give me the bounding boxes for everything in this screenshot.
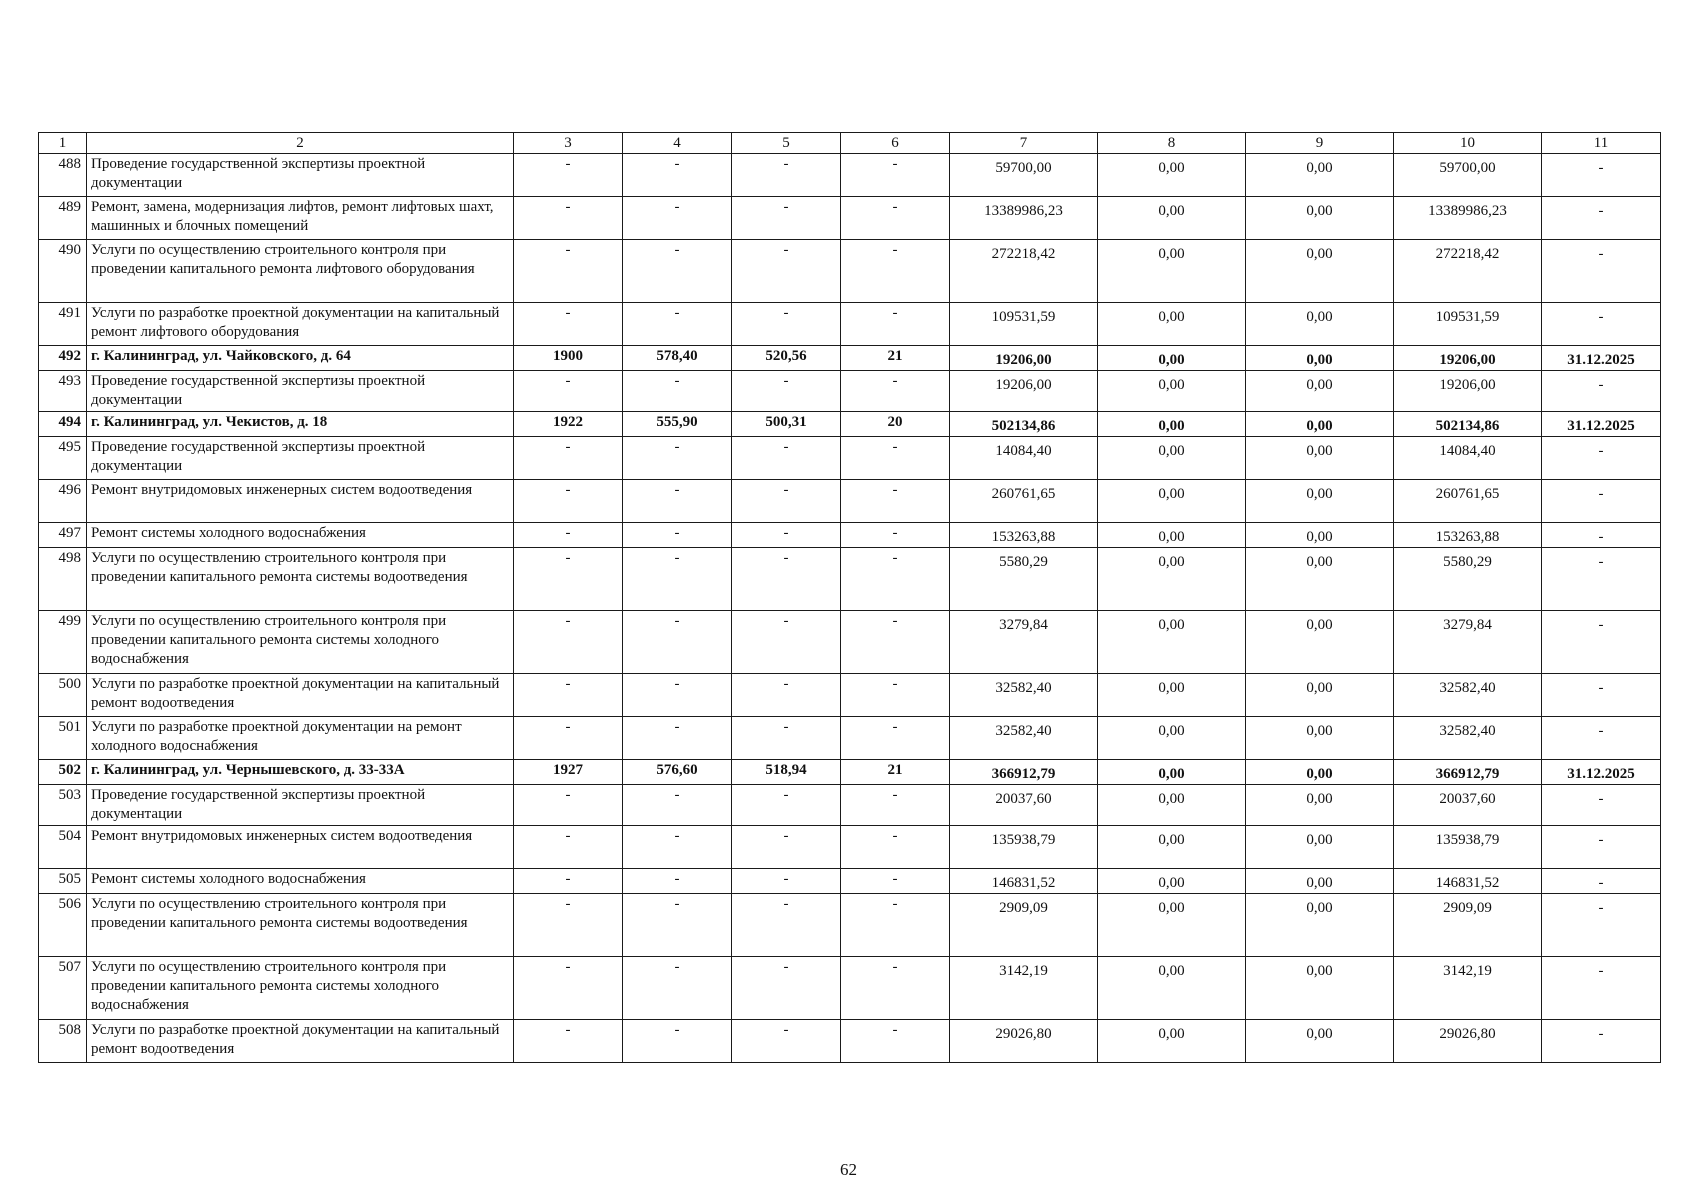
table-row — [39, 240, 1661, 303]
cell-col-4: 576,60 — [623, 760, 732, 785]
cell-col-5: - — [732, 1020, 841, 1063]
row-number: 505 — [39, 869, 87, 894]
work-description: Проведение государственной экспертизы проектной документации — [87, 785, 514, 826]
work-description: Ремонт системы холодного водоснабжения — [87, 523, 514, 548]
cell-col-9: 0,00 — [1246, 674, 1394, 717]
column-header: 6 — [841, 133, 950, 154]
row-number: 495 — [39, 437, 87, 480]
cell-col-10: 29026,80 — [1394, 1020, 1542, 1063]
work-description: Ремонт системы холодного водоснабжения — [87, 869, 514, 894]
row-number: 494 — [39, 412, 87, 437]
work-description: Ремонт, замена, модернизация лифтов, ремонт лифтовых шахт, машинных и блочных помещений — [87, 197, 514, 240]
row-number: 492 — [39, 346, 87, 371]
work-description: Услуги по разработке проектной документации на ремонт холодного водоснабжения — [87, 717, 514, 760]
cell-col-6: 20 — [841, 412, 950, 437]
cell-col-6: - — [841, 197, 950, 240]
cell-col-11: - — [1542, 611, 1661, 674]
cell-col-10: 2909,09 — [1394, 894, 1542, 957]
table-row — [39, 1020, 1661, 1063]
cell-col-3: - — [514, 480, 623, 523]
cell-col-9: 0,00 — [1246, 826, 1394, 869]
address-cell: г. Калининград, ул. Чайковского, д. 64 — [87, 346, 514, 371]
cell-col-3: - — [514, 611, 623, 674]
cell-col-7: 3279,84 — [950, 611, 1098, 674]
cell-col-6: - — [841, 826, 950, 869]
address-cell: г. Калининград, ул. Чекистов, д. 18 — [87, 412, 514, 437]
work-description: Услуги по разработке проектной документации на капитальный ремонт водоотведения — [87, 1020, 514, 1063]
cell-col-3: - — [514, 957, 623, 1020]
cell-col-11: - — [1542, 371, 1661, 412]
table-row — [39, 346, 1661, 371]
cell-col-6: - — [841, 894, 950, 957]
cell-col-6: - — [841, 869, 950, 894]
cell-col-5: - — [732, 154, 841, 197]
column-header: 7 — [950, 133, 1098, 154]
cell-col-10: 20037,60 — [1394, 785, 1542, 826]
cell-col-4: - — [623, 437, 732, 480]
cell-col-7: 29026,80 — [950, 1020, 1098, 1063]
cell-col-4: - — [623, 826, 732, 869]
table-row — [39, 826, 1661, 869]
table-row — [39, 197, 1661, 240]
cell-col-10: 32582,40 — [1394, 717, 1542, 760]
table-row — [39, 437, 1661, 480]
cell-col-6: 21 — [841, 760, 950, 785]
table-row — [39, 869, 1661, 894]
row-number: 489 — [39, 197, 87, 240]
cell-col-6: - — [841, 303, 950, 346]
table-row — [39, 760, 1661, 785]
column-header: 11 — [1542, 133, 1661, 154]
address-cell: г. Калининград, ул. Чернышевского, д. 33-33А — [87, 760, 514, 785]
row-number: 493 — [39, 371, 87, 412]
cell-col-5: - — [732, 240, 841, 303]
column-header: 2 — [87, 133, 514, 154]
cell-col-5: - — [732, 894, 841, 957]
column-header: 3 — [514, 133, 623, 154]
column-header: 10 — [1394, 133, 1542, 154]
cell-col-11: - — [1542, 894, 1661, 957]
cell-col-3: - — [514, 894, 623, 957]
cell-col-8: 0,00 — [1098, 197, 1246, 240]
cell-col-7: 19206,00 — [950, 346, 1098, 371]
cell-col-11: - — [1542, 1020, 1661, 1063]
cell-col-7: 135938,79 — [950, 826, 1098, 869]
work-description: Услуги по разработке проектной документации на капитальный ремонт водоотведения — [87, 674, 514, 717]
cell-col-8: 0,00 — [1098, 674, 1246, 717]
cell-col-6: - — [841, 523, 950, 548]
cell-col-8: 0,00 — [1098, 154, 1246, 197]
cell-col-7: 20037,60 — [950, 785, 1098, 826]
cell-col-4: - — [623, 869, 732, 894]
cell-col-4: - — [623, 197, 732, 240]
cell-col-8: 0,00 — [1098, 480, 1246, 523]
cell-col-5: - — [732, 869, 841, 894]
work-description: Услуги по осуществлению строительного контроля при проведении капитального ремонта системы холодного водоснабжения — [87, 611, 514, 674]
table-row — [39, 611, 1661, 674]
cell-col-7: 502134,86 — [950, 412, 1098, 437]
cell-col-5: - — [732, 785, 841, 826]
cell-col-9: 0,00 — [1246, 894, 1394, 957]
cell-col-4: 555,90 — [623, 412, 732, 437]
row-number: 500 — [39, 674, 87, 717]
work-description: Проведение государственной экспертизы проектной документации — [87, 154, 514, 197]
row-number: 496 — [39, 480, 87, 523]
cell-col-6: - — [841, 548, 950, 611]
table-row — [39, 371, 1661, 412]
cell-col-7: 2909,09 — [950, 894, 1098, 957]
cell-col-4: - — [623, 523, 732, 548]
cell-col-11: - — [1542, 523, 1661, 548]
cell-col-8: 0,00 — [1098, 894, 1246, 957]
cell-col-11: - — [1542, 717, 1661, 760]
table-row — [39, 785, 1661, 826]
work-description: Услуги по осуществлению строительного контроля при проведении капитального ремонта системы холодного водоснабжения — [87, 957, 514, 1020]
cell-col-3: - — [514, 717, 623, 760]
cell-col-6: - — [841, 371, 950, 412]
row-number: 507 — [39, 957, 87, 1020]
column-header: 1 — [39, 133, 87, 154]
cell-col-6: - — [841, 1020, 950, 1063]
cell-col-7: 14084,40 — [950, 437, 1098, 480]
cell-col-5: - — [732, 437, 841, 480]
work-description: Проведение государственной экспертизы проектной документации — [87, 371, 514, 412]
cell-col-7: 3142,19 — [950, 957, 1098, 1020]
cell-col-4: - — [623, 1020, 732, 1063]
row-number: 506 — [39, 894, 87, 957]
cell-col-11: 31.12.2025 — [1542, 346, 1661, 371]
table-row — [39, 154, 1661, 197]
cell-col-10: 260761,65 — [1394, 480, 1542, 523]
cell-col-9: 0,00 — [1246, 523, 1394, 548]
cell-col-8: 0,00 — [1098, 346, 1246, 371]
cell-col-9: 0,00 — [1246, 760, 1394, 785]
cell-col-11: - — [1542, 957, 1661, 1020]
works-table — [38, 132, 1661, 1063]
cell-col-3: - — [514, 197, 623, 240]
cell-col-4: 578,40 — [623, 346, 732, 371]
row-number: 499 — [39, 611, 87, 674]
work-description: Услуги по осуществлению строительного контроля при проведении капитального ремонта лифтового оборудования — [87, 240, 514, 303]
cell-col-9: 0,00 — [1246, 303, 1394, 346]
cell-col-9: 0,00 — [1246, 197, 1394, 240]
column-header: 5 — [732, 133, 841, 154]
row-number: 504 — [39, 826, 87, 869]
cell-col-9: 0,00 — [1246, 785, 1394, 826]
cell-col-10: 19206,00 — [1394, 346, 1542, 371]
cell-col-10: 502134,86 — [1394, 412, 1542, 437]
work-description: Услуги по разработке проектной документации на капитальный ремонт лифтового оборудования — [87, 303, 514, 346]
cell-col-7: 260761,65 — [950, 480, 1098, 523]
cell-col-7: 5580,29 — [950, 548, 1098, 611]
cell-col-6: - — [841, 154, 950, 197]
cell-col-3: - — [514, 1020, 623, 1063]
table-row — [39, 412, 1661, 437]
cell-col-9: 0,00 — [1246, 611, 1394, 674]
cell-col-3: - — [514, 371, 623, 412]
cell-col-8: 0,00 — [1098, 371, 1246, 412]
row-number: 497 — [39, 523, 87, 548]
cell-col-4: - — [623, 240, 732, 303]
column-header: 9 — [1246, 133, 1394, 154]
cell-col-8: 0,00 — [1098, 826, 1246, 869]
cell-col-6: - — [841, 480, 950, 523]
cell-col-6: - — [841, 611, 950, 674]
cell-col-7: 59700,00 — [950, 154, 1098, 197]
cell-col-9: 0,00 — [1246, 869, 1394, 894]
cell-col-11: 31.12.2025 — [1542, 760, 1661, 785]
table-row — [39, 674, 1661, 717]
cell-col-8: 0,00 — [1098, 523, 1246, 548]
cell-col-10: 146831,52 — [1394, 869, 1542, 894]
cell-col-5: - — [732, 717, 841, 760]
cell-col-4: - — [623, 548, 732, 611]
cell-col-5: - — [732, 548, 841, 611]
cell-col-10: 13389986,23 — [1394, 197, 1542, 240]
cell-col-4: - — [623, 785, 732, 826]
document-sheet — [38, 132, 1660, 1063]
cell-col-10: 272218,42 — [1394, 240, 1542, 303]
cell-col-5: - — [732, 611, 841, 674]
cell-col-8: 0,00 — [1098, 611, 1246, 674]
cell-col-11: - — [1542, 785, 1661, 826]
cell-col-8: 0,00 — [1098, 548, 1246, 611]
cell-col-11: - — [1542, 197, 1661, 240]
cell-col-9: 0,00 — [1246, 371, 1394, 412]
cell-col-9: 0,00 — [1246, 412, 1394, 437]
cell-col-10: 366912,79 — [1394, 760, 1542, 785]
cell-col-6: - — [841, 785, 950, 826]
cell-col-7: 109531,59 — [950, 303, 1098, 346]
cell-col-7: 366912,79 — [950, 760, 1098, 785]
cell-col-3: - — [514, 548, 623, 611]
cell-col-7: 13389986,23 — [950, 197, 1098, 240]
cell-col-11: - — [1542, 437, 1661, 480]
table-row — [39, 717, 1661, 760]
table-body — [39, 154, 1661, 1063]
cell-col-3: - — [514, 674, 623, 717]
cell-col-3: 1900 — [514, 346, 623, 371]
table-row — [39, 523, 1661, 548]
cell-col-11: - — [1542, 480, 1661, 523]
row-number: 488 — [39, 154, 87, 197]
cell-col-8: 0,00 — [1098, 785, 1246, 826]
cell-col-7: 32582,40 — [950, 674, 1098, 717]
cell-col-4: - — [623, 154, 732, 197]
cell-col-5: 518,94 — [732, 760, 841, 785]
column-header: 8 — [1098, 133, 1246, 154]
work-description: Ремонт внутридомовых инженерных систем водоотведения — [87, 480, 514, 523]
cell-col-8: 0,00 — [1098, 869, 1246, 894]
cell-col-9: 0,00 — [1246, 717, 1394, 760]
cell-col-7: 153263,88 — [950, 523, 1098, 548]
cell-col-11: - — [1542, 548, 1661, 611]
cell-col-11: - — [1542, 826, 1661, 869]
cell-col-5: - — [732, 480, 841, 523]
cell-col-4: - — [623, 717, 732, 760]
column-number-row — [39, 133, 1661, 154]
cell-col-8: 0,00 — [1098, 1020, 1246, 1063]
cell-col-3: 1922 — [514, 412, 623, 437]
cell-col-3: - — [514, 303, 623, 346]
table-row — [39, 548, 1661, 611]
cell-col-10: 5580,29 — [1394, 548, 1542, 611]
table-row — [39, 303, 1661, 346]
cell-col-5: 520,56 — [732, 346, 841, 371]
cell-col-5: - — [732, 303, 841, 346]
cell-col-4: - — [623, 611, 732, 674]
row-number: 502 — [39, 760, 87, 785]
cell-col-11: - — [1542, 154, 1661, 197]
cell-col-5: - — [732, 197, 841, 240]
cell-col-8: 0,00 — [1098, 760, 1246, 785]
cell-col-10: 59700,00 — [1394, 154, 1542, 197]
cell-col-5: - — [732, 957, 841, 1020]
cell-col-11: - — [1542, 240, 1661, 303]
page-number: 62 — [840, 1160, 857, 1179]
cell-col-3: - — [514, 154, 623, 197]
cell-col-7: 272218,42 — [950, 240, 1098, 303]
cell-col-7: 146831,52 — [950, 869, 1098, 894]
cell-col-3: - — [514, 826, 623, 869]
work-description: Услуги по осуществлению строительного контроля при проведении капитального ремонта системы водоотведения — [87, 894, 514, 957]
table-row — [39, 957, 1661, 1020]
cell-col-11: - — [1542, 303, 1661, 346]
cell-col-11: - — [1542, 869, 1661, 894]
cell-col-4: - — [623, 303, 732, 346]
cell-col-10: 14084,40 — [1394, 437, 1542, 480]
cell-col-5: - — [732, 523, 841, 548]
cell-col-3: - — [514, 785, 623, 826]
cell-col-3: - — [514, 523, 623, 548]
cell-col-9: 0,00 — [1246, 548, 1394, 611]
table-row — [39, 894, 1661, 957]
cell-col-8: 0,00 — [1098, 437, 1246, 480]
cell-col-9: 0,00 — [1246, 346, 1394, 371]
cell-col-3: - — [514, 240, 623, 303]
cell-col-9: 0,00 — [1246, 1020, 1394, 1063]
cell-col-9: 0,00 — [1246, 480, 1394, 523]
work-description: Ремонт внутридомовых инженерных систем водоотведения — [87, 826, 514, 869]
cell-col-3: 1927 — [514, 760, 623, 785]
cell-col-6: - — [841, 240, 950, 303]
row-number: 498 — [39, 548, 87, 611]
cell-col-5: - — [732, 826, 841, 869]
cell-col-8: 0,00 — [1098, 717, 1246, 760]
cell-col-11: - — [1542, 674, 1661, 717]
work-description: Проведение государственной экспертизы проектной документации — [87, 437, 514, 480]
row-number: 508 — [39, 1020, 87, 1063]
cell-col-7: 32582,40 — [950, 717, 1098, 760]
cell-col-8: 0,00 — [1098, 412, 1246, 437]
cell-col-5: 500,31 — [732, 412, 841, 437]
cell-col-4: - — [623, 894, 732, 957]
cell-col-6: - — [841, 957, 950, 1020]
cell-col-5: - — [732, 371, 841, 412]
cell-col-5: - — [732, 674, 841, 717]
row-number: 490 — [39, 240, 87, 303]
cell-col-9: 0,00 — [1246, 437, 1394, 480]
cell-col-8: 0,00 — [1098, 303, 1246, 346]
row-number: 491 — [39, 303, 87, 346]
cell-col-11: 31.12.2025 — [1542, 412, 1661, 437]
cell-col-8: 0,00 — [1098, 240, 1246, 303]
cell-col-10: 109531,59 — [1394, 303, 1542, 346]
cell-col-8: 0,00 — [1098, 957, 1246, 1020]
cell-col-4: - — [623, 480, 732, 523]
table-row — [39, 480, 1661, 523]
cell-col-9: 0,00 — [1246, 154, 1394, 197]
cell-col-6: - — [841, 717, 950, 760]
cell-col-9: 0,00 — [1246, 240, 1394, 303]
cell-col-10: 32582,40 — [1394, 674, 1542, 717]
cell-col-10: 19206,00 — [1394, 371, 1542, 412]
row-number: 503 — [39, 785, 87, 826]
cell-col-10: 153263,88 — [1394, 523, 1542, 548]
cell-col-9: 0,00 — [1246, 957, 1394, 1020]
row-number: 501 — [39, 717, 87, 760]
cell-col-6: - — [841, 674, 950, 717]
cell-col-4: - — [623, 674, 732, 717]
cell-col-10: 135938,79 — [1394, 826, 1542, 869]
cell-col-10: 3279,84 — [1394, 611, 1542, 674]
cell-col-6: - — [841, 437, 950, 480]
column-header: 4 — [623, 133, 732, 154]
cell-col-3: - — [514, 869, 623, 894]
work-description: Услуги по осуществлению строительного контроля при проведении капитального ремонта системы водоотведения — [87, 548, 514, 611]
cell-col-4: - — [623, 957, 732, 1020]
cell-col-3: - — [514, 437, 623, 480]
cell-col-4: - — [623, 371, 732, 412]
cell-col-7: 19206,00 — [950, 371, 1098, 412]
cell-col-10: 3142,19 — [1394, 957, 1542, 1020]
cell-col-6: 21 — [841, 346, 950, 371]
